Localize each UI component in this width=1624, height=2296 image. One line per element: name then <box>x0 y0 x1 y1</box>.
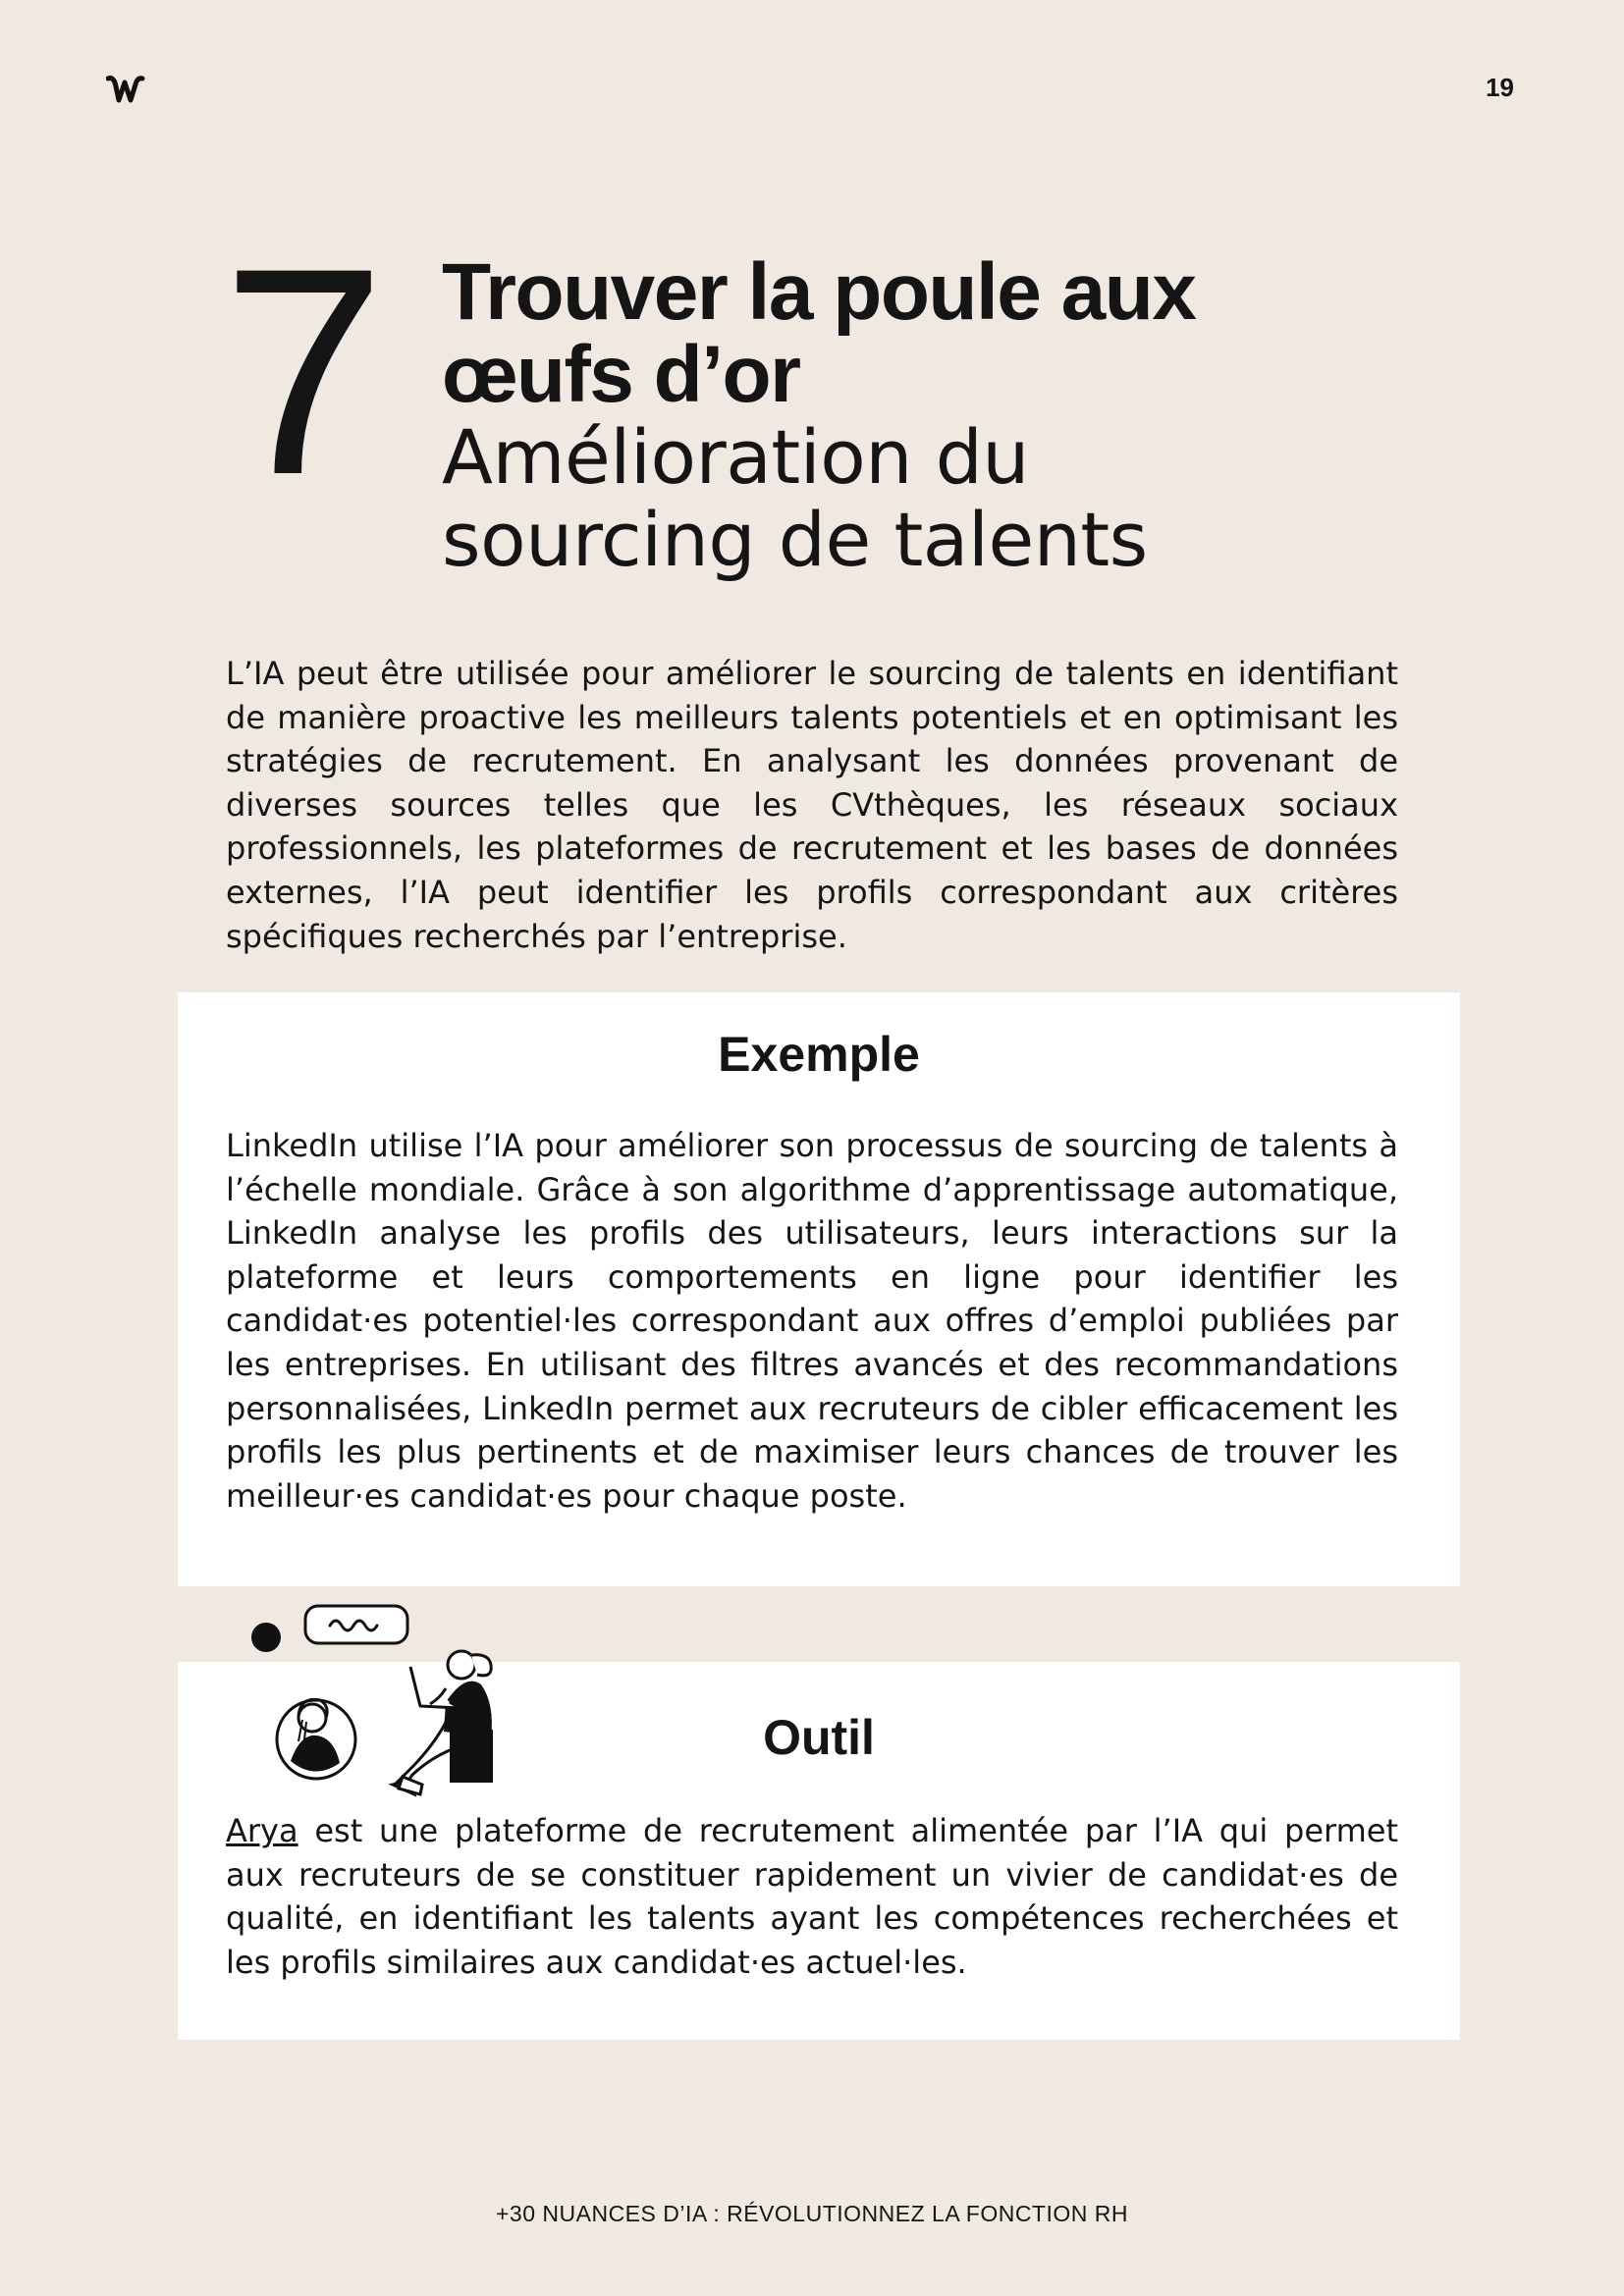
example-heading: Exemple <box>718 1027 920 1082</box>
chapter-subtitle-line-1: Amélioration du <box>442 413 1029 501</box>
w-monogram-icon <box>106 73 145 108</box>
chapter-title-line-1: Trouver la poule aux <box>442 247 1196 337</box>
tool-heading: Outil <box>763 1710 875 1765</box>
chapter-title-block <box>442 247 1443 583</box>
chapter-number: 7 <box>222 206 380 536</box>
arya-link[interactable]: Arya <box>226 1812 298 1849</box>
tool-body-text: est une plateforme de recrutement alimentée par l’IA qui permet aux recruteurs de se constituer rapidement un vivier de candidat·es de qualité, en identifiant les talents ayant les compétences recherchées et les profils similaires aux candidat·es actuel·les. <box>226 1812 1398 1981</box>
chapter-title-line-2: œufs d’or <box>442 330 800 419</box>
intro-paragraph: L’IA peut être utilisée pour améliorer le sourcing de talents en identifiant de manière proactive les meilleurs talents potentiels et en optimisant les stratégies de recrutement. En analysant les données provenant de diverses sources telles que les CVthèques, les réseaux sociaux professionnels, les plateformes de recrutement et les bases de données externes, l’IA peut identifier les profils correspondant aux critères spécifiques recherchés par l’entreprise. <box>226 655 1398 955</box>
footer-title: +30 NUANCES D’IA : RÉVOLUTIONNEZ LA FONCTION RH <box>496 2201 1128 2226</box>
page-number: 19 <box>1486 73 1514 102</box>
recruiter-with-laptop-illustration <box>236 1594 530 1800</box>
tool-body <box>226 1809 1398 1984</box>
chapter-subtitle-line-2: sourcing de talents <box>442 496 1148 583</box>
example-body: LinkedIn utilise l’IA pour améliorer son processus de sourcing de talents à l’échelle mondiale. Grâce à son algorithme d’apprentissage automatique, LinkedIn analyse les profils des utilisateurs, leurs interactions sur la plateforme et leurs comportements en ligne pour identifier les candidat·es potentiel·les correspondant aux offres d’emploi publiées par les entreprises. En utilisant des filtres avancés et des recommandations personnalisées, LinkedIn permet aux recruteurs de cibler efficacement les profils les plus pertinents et de maximiser leurs chances de trouver les meilleur·es candidat·es pour chaque poste. <box>226 1127 1398 1515</box>
example-card <box>178 992 1460 1586</box>
